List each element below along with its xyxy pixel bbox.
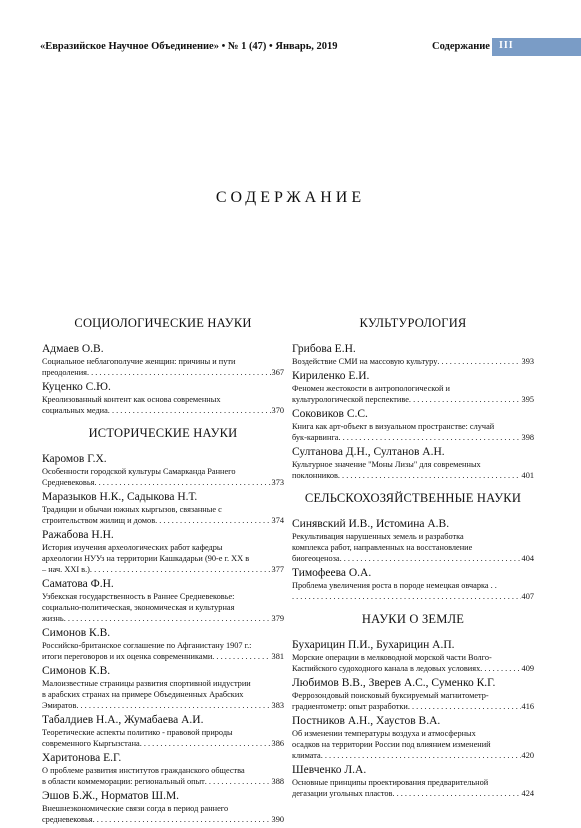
dot-leader [205,776,271,787]
entry-author: Адмаев О.В. [42,343,104,355]
entry-author: Эшов Б.Ж., Норматов Ш.М. [42,790,180,802]
entry-title [42,504,284,526]
entry-title-line: Средневековья [42,478,95,487]
entry-author: Каромов Г.Х. [42,453,107,465]
dot-leader [155,515,270,526]
entry-page-number: 393 [521,357,534,366]
entry-title-last-line [42,515,284,526]
entry-title-line: дегазации угольных пластов [292,789,393,798]
entry-title-line: Рекультивация нарушенных земель и разработка [292,532,464,541]
entry-author: Бухарицин П.И., Бухарицин А.П. [292,639,455,651]
toc-entry [292,639,534,674]
entry-title-line: комплекса работ, направленных на восстановление [292,543,473,552]
entry-page-number: 388 [271,777,284,786]
toc-entry [292,764,534,799]
entry-title-last-line [42,405,284,416]
entry-title-line: Российско-британское соглашение по Афганистану 1907 г.: [42,641,252,650]
toc-entry [42,343,284,378]
entry-author: Грибова Е.Н. [292,343,356,355]
entry-title [42,591,284,624]
toc-entry [292,370,534,405]
entry-page-number: 404 [521,554,534,563]
entry-title-line: Книга как арт-объект в визуальном пространстве: случай [292,422,495,431]
toc-entry [292,446,534,481]
entry-title [292,580,534,602]
entry-title [42,727,284,749]
entry-title-line: Феррозондовый поисковый буксируемый магнитометр- [292,691,489,700]
dot-leader [87,367,271,378]
entry-title-line: – нач. XXI в.) [42,565,90,574]
entry-title [292,459,534,481]
entry-title-last-line [292,356,534,367]
entry-author: Султанова Д.Н., Султанов А.Н. [292,446,445,458]
toc-entry [292,408,534,443]
dot-leader [338,470,521,481]
entry-title [42,765,284,787]
running-header [0,38,581,56]
dot-leader [340,553,521,564]
entry-title [292,356,534,367]
entry-title [42,640,284,662]
dot-leader [64,613,271,624]
entry-title-last-line [42,477,284,488]
entry-page-number: 395 [521,395,534,404]
entry-title-last-line [292,470,534,481]
entry-title-last-line [42,700,284,711]
toc-entry [42,714,284,749]
toc-entry [42,790,284,825]
entry-title-line: Креолизованный контент как основа современных [42,395,221,404]
entry-author: Маразыков Н.К., Садыкова Н.Т. [42,491,198,503]
entry-title [292,421,534,443]
entry-page-number: 383 [271,701,284,710]
dot-leader [140,738,271,749]
dot-leader [212,651,270,662]
dot-leader [108,405,271,416]
entry-author: Соковиков С.С. [292,408,368,420]
entry-author: Постников А.Н., Хаустов В.А. [292,715,441,727]
entry-author: Тимофеева О.А. [292,567,372,579]
entry-title-last-line [42,651,284,662]
entry-author: Кириленко Е.И. [292,370,370,382]
entry-title-line: Узбекская государственность в Раннее Средневековье: [42,592,235,601]
entry-author: Куценко С.Ю. [42,381,111,393]
dot-leader [408,701,521,712]
entry-page-number: 370 [271,406,284,415]
entry-title-line: преодоления [42,368,87,377]
toc-entry [292,567,534,602]
entry-title-last-line [292,663,534,674]
entry-title-line: Внешнеэкономические связи согда в период раннего [42,804,229,813]
section-heading: НАУКИ О ЗЕМЛЕ [361,612,465,626]
section-heading: СЕЛЬСКОХОЗЯЙСТВЕННЫЕ НАУКИ [304,491,522,505]
page-roman-numeral: III [499,40,514,51]
entry-page-number: 416 [521,702,534,711]
toc-entry [42,627,284,662]
section-heading: КУЛЬТУРОЛОГИЯ [359,316,467,330]
entry-title [42,394,284,416]
section-heading: СОЦИОЛОГИЧЕСКИЕ НАУКИ [74,316,252,330]
entry-title-last-line [42,367,284,378]
toc-right-column [292,316,534,802]
entry-page-number: 367 [271,368,284,377]
entry-title-last-line [292,432,534,443]
toc-entry [42,578,284,624]
entry-page-number: 409 [521,664,534,673]
toc-entry [292,715,534,761]
entry-title-line: Проблема увеличения роста в породе немецкая овчарка . . [292,581,497,590]
entry-author: Синявский И.В., Истомина А.В. [292,518,450,530]
entry-title-line: градиентометр: опыт разработки [292,702,408,711]
entry-author: Табалдиев Н.А., Жумабаева А.И. [42,714,204,726]
entry-title-last-line [42,814,284,825]
entry-title-line: Культурное значение "Моны Лизы" для современных [292,460,481,469]
toc-entry [42,529,284,575]
entry-title-line: О проблеме развития институтов гражданского общества [42,766,245,775]
entry-title-line: климата [292,751,321,760]
entry-title-line: жизнь [42,614,64,623]
entry-author: Симонов К.В. [42,665,111,677]
entry-title-line: биогеоценоза [292,554,340,563]
entry-page-number: 390 [271,815,284,824]
entry-title-line: Воздействие СМИ на массовую культуру [292,357,438,366]
entry-page-number: 424 [521,789,534,798]
entry-title [292,728,534,761]
entry-page-number: 374 [271,516,284,525]
entry-title [292,652,534,674]
entry-title-line: в арабских странах на примере Объединенных Арабских [42,690,244,699]
entry-title-last-line [42,738,284,749]
toc-entry [42,453,284,488]
entry-title [42,678,284,711]
toc-entry [42,491,284,526]
page-title: СОДЕРЖАНИЕ [215,189,366,206]
section-heading: ИСТОРИЧЕСКИЕ НАУКИ [88,426,238,440]
entry-author: Любимов В.В., Зверев А.С., Суменко К.Г. [292,677,496,689]
entry-author: Симонов К.В. [42,627,111,639]
entry-page-number: 381 [271,652,284,661]
entry-page-number: 386 [271,739,284,748]
toc-entry [42,665,284,711]
toc-entry [292,343,534,367]
journal-issue-label: «Евразийское Научное Объединение» • № 1 (47) • Январь, 2019 [40,41,338,52]
entry-title-last-line [292,750,534,761]
entry-title [42,356,284,378]
toc-left-column [42,316,284,828]
entry-title-line: Эмиратов [42,701,77,710]
dot-leader [76,700,270,711]
entry-page-number: 373 [271,478,284,487]
entry-author: Шевченко Л.А. [292,764,367,776]
entry-page-number: 377 [271,565,284,574]
dot-leader [321,750,521,761]
entry-title-last-line [42,564,284,575]
toc-entry [42,381,284,416]
entry-page-number: 379 [271,614,284,623]
entry-title-line: строительством жилищ и домов [42,516,156,525]
entry-title [292,531,534,564]
dot-leader [94,477,270,488]
entry-title-line: поклонников [292,471,338,480]
entry-title-line: культурологической перспективе [292,395,409,404]
entry-title-line: Особенности городской культуры Самарканда Раннего [42,467,236,476]
entry-page-number: 398 [521,433,534,442]
entry-title-line: социально-политическая, экономическая и культурная [42,603,235,612]
entry-page-number: 407 [521,592,534,601]
entry-title [292,383,534,405]
entry-page-number: 420 [521,751,534,760]
entry-title-line: Основные принципы проектирования предварительной [292,778,489,787]
entry-title-last-line [292,701,534,712]
entry-title-line: в области коммеморации: региональный опыт [42,777,205,786]
dot-leader [338,432,520,443]
entry-title-last-line [292,553,534,564]
entry-title-line: современного Кыргызстана [42,739,140,748]
dot-leader [292,591,521,602]
entry-title-line: социальных медиа [42,406,108,415]
toc-entry [292,677,534,712]
toc-entry [292,518,534,564]
entry-title [42,466,284,488]
entry-title-line: итоги переговоров и их оценка современниками [42,652,213,661]
entry-title-line: Традиции и обычаи южных кыргызов, связанные с [42,505,222,514]
dot-leader [480,663,520,674]
dot-leader [392,788,520,799]
entry-title [42,542,284,575]
entry-title-line: осадков на территории России под влиянием изменений [292,740,491,749]
entry-title [292,777,534,799]
entry-author: Саматова Ф.Н. [42,578,114,590]
page-number-tab [492,38,581,56]
entry-title-line: Феномен жестокости в антропологической и [292,384,450,393]
dot-leader [90,564,271,575]
entry-title [292,690,534,712]
entry-title-last-line [292,394,534,405]
entry-title-line: бук-карвинга [292,433,339,442]
toc-entry [42,752,284,787]
entry-page-number: 401 [521,471,534,480]
dot-leader [437,356,520,367]
entry-title-line: Об изменении температуры воздуха и атмосферных [292,729,476,738]
entry-title-last-line [42,776,284,787]
entry-author: Ражабова Н.Н. [42,529,114,541]
entry-title-line: Теоретические аспекты политико - правовой природы [42,728,233,737]
dot-leader [409,394,521,405]
entry-title-last-line [42,613,284,624]
entry-title-last-line [292,591,534,602]
entry-title-line: Социальное неблагополучие женщин: причины и пути [42,357,236,366]
entry-title-line: Морские операции в мелководной морской части Волго- [292,653,492,662]
entry-title-line: История изучения археологических работ кафедры [42,543,223,552]
entry-author: Харитонова Е.Г. [42,752,122,764]
entry-title-line: средневековья [42,815,93,824]
entry-title-line: археологии НУУз на территории Кашкадарьи (90-е г. XX в [42,554,250,563]
entry-title-line: Малоизвестные страницы развития спортивной индустрии [42,679,251,688]
dot-leader [93,814,271,825]
section-label: Содержание [432,41,490,52]
entry-title-line: Каспийского судоходного канала в ледовых условиях [292,664,481,673]
entry-title-last-line [292,788,534,799]
